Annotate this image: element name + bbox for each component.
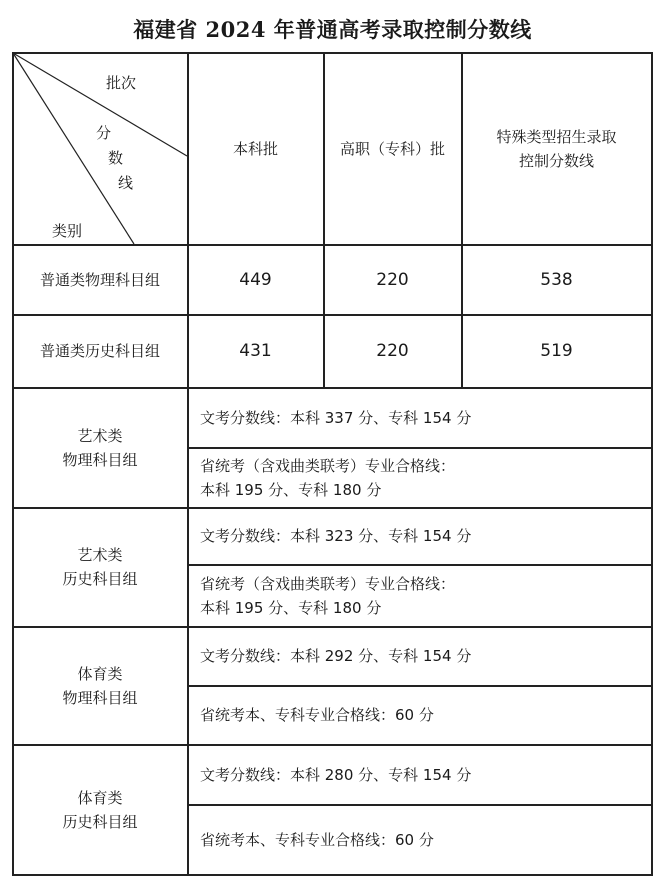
group-label-art-physics: [13, 388, 187, 507]
art-physics-professional-line: [188, 448, 651, 507]
page-title: 福建省 2024 年普通高考录取控制分数线: [133, 17, 532, 42]
professional-line-2: 本科 195 分、专科 180 分: [200, 598, 382, 617]
corner-label-score-2: 数: [108, 149, 124, 167]
sports-physics-culture-line: 文考分数线：本科 292 分、专科 154 分: [200, 647, 472, 665]
sports-physics-professional-line: 省统考本、专科专业合格线：60 分: [200, 706, 434, 724]
header-special-line1: 特殊类型招生录取: [496, 127, 617, 146]
group-label-sports-physics: [13, 627, 187, 744]
group-label-line1: 艺术类: [77, 426, 123, 445]
physics-special-score: 538: [540, 269, 573, 290]
history-undergraduate-score: 431: [239, 341, 272, 361]
history-special-score: 519: [540, 341, 573, 361]
row-label-history: 普通类历史科目组: [39, 342, 160, 360]
professional-line-1: 省统考（含戏曲类联考）专业合格线：: [200, 574, 456, 593]
sports-history-culture-line: 文考分数线：本科 280 分、专科 154 分: [200, 765, 472, 784]
physics-vocational-score: 220: [376, 269, 409, 290]
history-vocational-score: 220: [376, 341, 409, 361]
header-undergraduate: 本科批: [232, 139, 278, 158]
group-label-line2: 历史科目组: [62, 570, 138, 588]
group-label-line1: 体育类: [77, 664, 123, 683]
corner-label-batch: 批次: [106, 74, 137, 92]
corner-label-score-3: 线: [118, 174, 134, 192]
sports-history-professional-line: 省统考本、专科专业合格线：60 分: [200, 830, 434, 849]
art-physics-culture-line: 文考分数线：本科 337 分、专科 154 分: [200, 408, 472, 427]
header-special: [462, 53, 651, 244]
group-label-line1: 艺术类: [77, 546, 123, 564]
professional-line-2: 本科 195 分、专科 180 分: [200, 480, 382, 499]
header-vocational: 高职（专科）批: [339, 139, 445, 158]
group-label-sports-history: [13, 745, 187, 874]
table-border-right: [651, 52, 653, 876]
corner-label-category: 类别: [52, 222, 83, 240]
row-label-physics: 普通类物理科目组: [39, 270, 160, 289]
group-label-art-history: [13, 508, 187, 626]
group-label-line2: 历史科目组: [62, 812, 138, 831]
group-label-line2: 物理科目组: [62, 450, 138, 469]
header-diagonal-lines: [12, 52, 188, 245]
header-special-line2: 控制分数线: [518, 151, 594, 170]
art-history-culture-line: 文考分数线：本科 323 分、专科 154 分: [200, 527, 472, 545]
professional-line-1: 省统考（含戏曲类联考）专业合格线：: [200, 456, 456, 475]
group-label-line2: 物理科目组: [62, 688, 138, 707]
group-label-line1: 体育类: [77, 788, 123, 807]
physics-undergraduate-score: 449: [239, 269, 272, 290]
art-history-professional-line: [188, 565, 651, 626]
corner-label-score-1: 分: [96, 124, 112, 142]
score-table: [12, 52, 653, 876]
table-border-bottom: [12, 874, 653, 876]
